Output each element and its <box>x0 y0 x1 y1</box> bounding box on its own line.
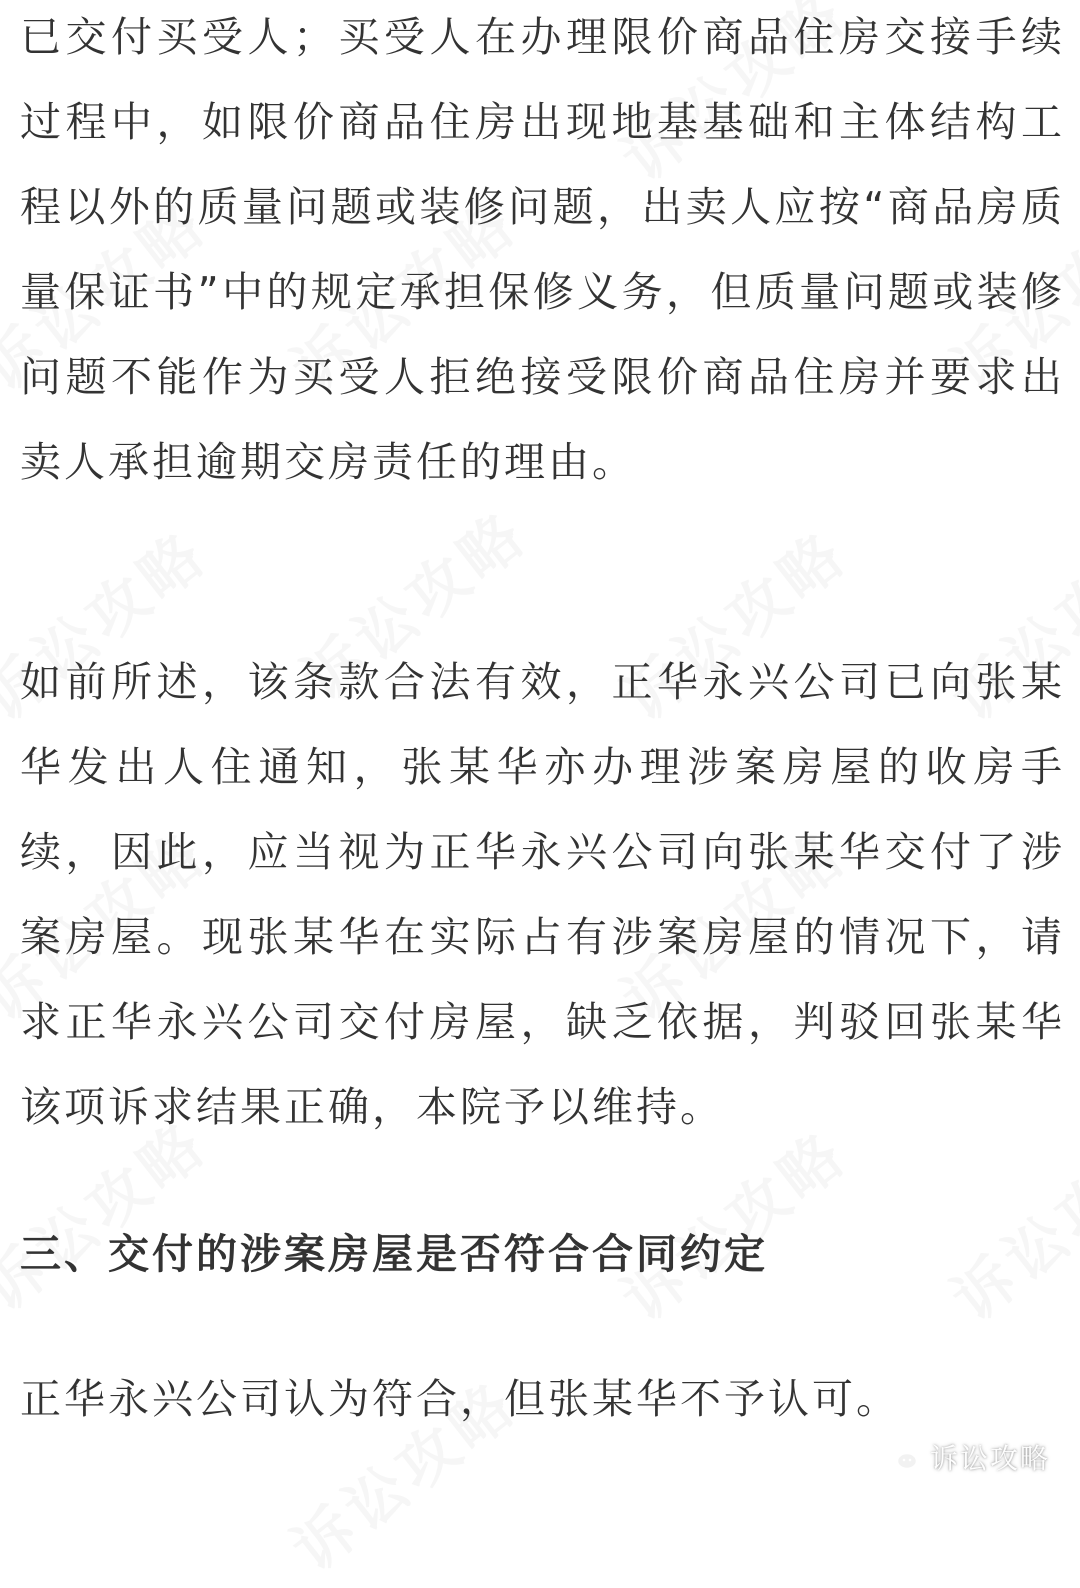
paragraph-3: 正华永兴公司认为符合，但张某华不予认可。 <box>20 1375 900 1423</box>
brand-name: 诉讼攻略 <box>929 1442 1050 1475</box>
brand-footer <box>882 1437 1050 1477</box>
paragraph-1: 已交付买受人；买受人在办理限价商品住房交接手续过程中，如限价商品住房出现地基基础和主体结构工程以外的质量问题或装修问题，出卖人应按“商品房质量保证书”中的规定承担保修义务，但质量问题或装修问题不能作为买受人拒绝接受限价商品住房并要求出卖人承担逾期交房责任的理由。 <box>20 13 1065 486</box>
wechat-icon <box>882 1441 920 1473</box>
section-heading: 三、交付的涉案房屋是否符合合同约定 <box>20 1230 768 1278</box>
paragraph-2: 如前所述，该条款合法有效，正华永兴公司已向张某华发出人住通知，张某华亦办理涉案房屋的收房手续，因此，应当视为正华永兴公司向张某华交付了涉案房屋。现张某华在实际占有涉案房屋的情况下，请求正华永兴公司交付房屋，缺乏依据，判驳回张某华该项诉求结果正确，本院予以维持。 <box>20 658 1065 1131</box>
